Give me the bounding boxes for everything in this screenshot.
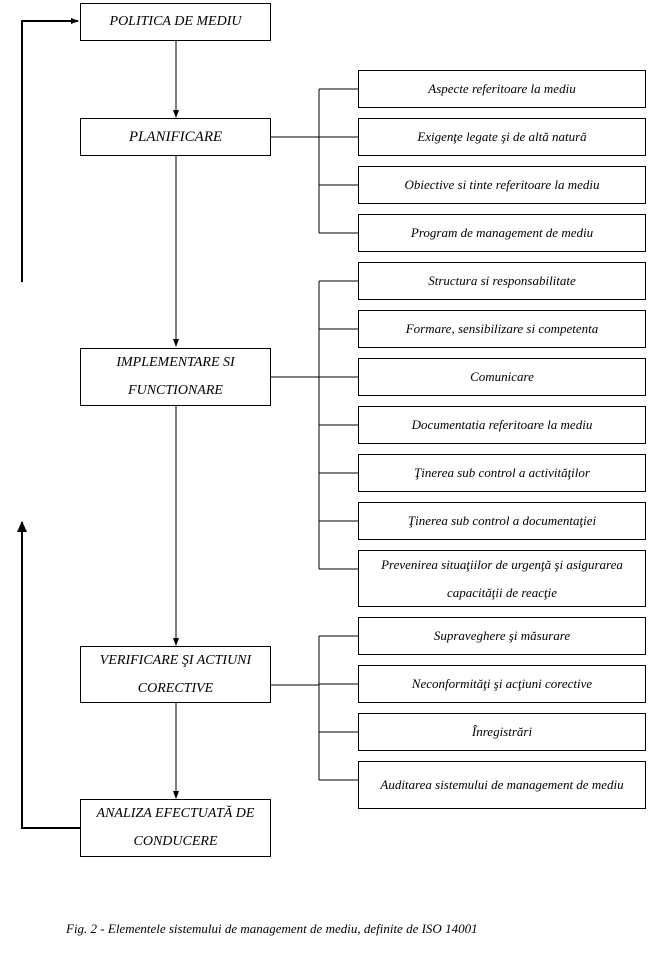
feedback-loop-bottom	[22, 522, 80, 828]
sub-label: Structura si responsabilitate	[428, 273, 576, 288]
sub-neconformitati	[358, 665, 646, 703]
box-label: VERIFICARE ŞI ACTIUNI CORECTIVE	[99, 652, 252, 696]
sub-formare-sensibilizare	[358, 310, 646, 348]
sub-label: Formare, sensibilizare si competenta	[405, 321, 599, 336]
box-label: PLANIFICARE	[128, 129, 223, 145]
sub-label: Comunicare	[470, 369, 534, 384]
sub-auditarea-sistemului	[358, 761, 646, 809]
sub-tinerea-sub-control-documentatiei	[358, 502, 646, 540]
box-planificare	[80, 118, 271, 156]
sub-comunicare	[358, 358, 646, 396]
sub-aspecte-referitoare	[358, 70, 646, 108]
sub-documentatia-referitoare	[358, 406, 646, 444]
sub-inregistrari	[358, 713, 646, 751]
feedback-loop-top	[22, 21, 78, 282]
sub-label: Exigenţe legate şi de altă natură	[417, 129, 587, 144]
box-implementare-si-functionare	[80, 348, 271, 406]
box-label: POLITICA DE MEDIU	[109, 14, 242, 29]
sub-label: Ţinerea sub control a documentaţiei	[407, 513, 597, 528]
sub-label: Obiective si tinte referitoare la mediu	[404, 177, 600, 192]
sub-label: Auditarea sistemului de management de mediu	[380, 777, 624, 792]
box-label: ANALIZA EFECTUATĂ DE CONDUCERE	[96, 806, 255, 849]
sub-label: Supraveghere şi măsurare	[433, 628, 571, 643]
sub-exigente-legate	[358, 118, 646, 156]
sub-label: Ţinerea sub control a activităţilor	[414, 465, 590, 480]
figure-caption: Fig. 2 - Elementele sistemului de management de mediu, definite de ISO 14001	[66, 921, 478, 936]
box-politica-de-mediu	[80, 3, 271, 41]
sub-label: Neconformităţi şi acţiuni corective	[411, 676, 593, 691]
box-verificare-si-actiuni-corective	[80, 646, 271, 703]
sub-obiective-si-tinte	[358, 166, 646, 204]
box-analiza-efectuata-de-conducere	[80, 799, 271, 857]
sub-label: Înregistrări	[471, 724, 533, 739]
sub-program-de-management	[358, 214, 646, 252]
sub-tinerea-sub-control-activitatilor	[358, 454, 646, 492]
sub-label: Program de management de mediu	[410, 225, 594, 240]
sub-prevenirea-situatiilor-de-urgenta	[358, 550, 646, 607]
sub-structura-si-responsabilitate	[358, 262, 646, 300]
sub-label: Aspecte referitoare la mediu	[428, 81, 576, 96]
sub-label: Documentatia referitoare la mediu	[411, 417, 593, 432]
sub-supraveghere-si-masurare	[358, 617, 646, 655]
box-label: IMPLEMENTARE SI FUNCTIONARE	[116, 355, 235, 398]
sub-label: Prevenirea situaţiilor de urgenţă şi asigurarea capacităţii de reacţie	[381, 556, 623, 600]
